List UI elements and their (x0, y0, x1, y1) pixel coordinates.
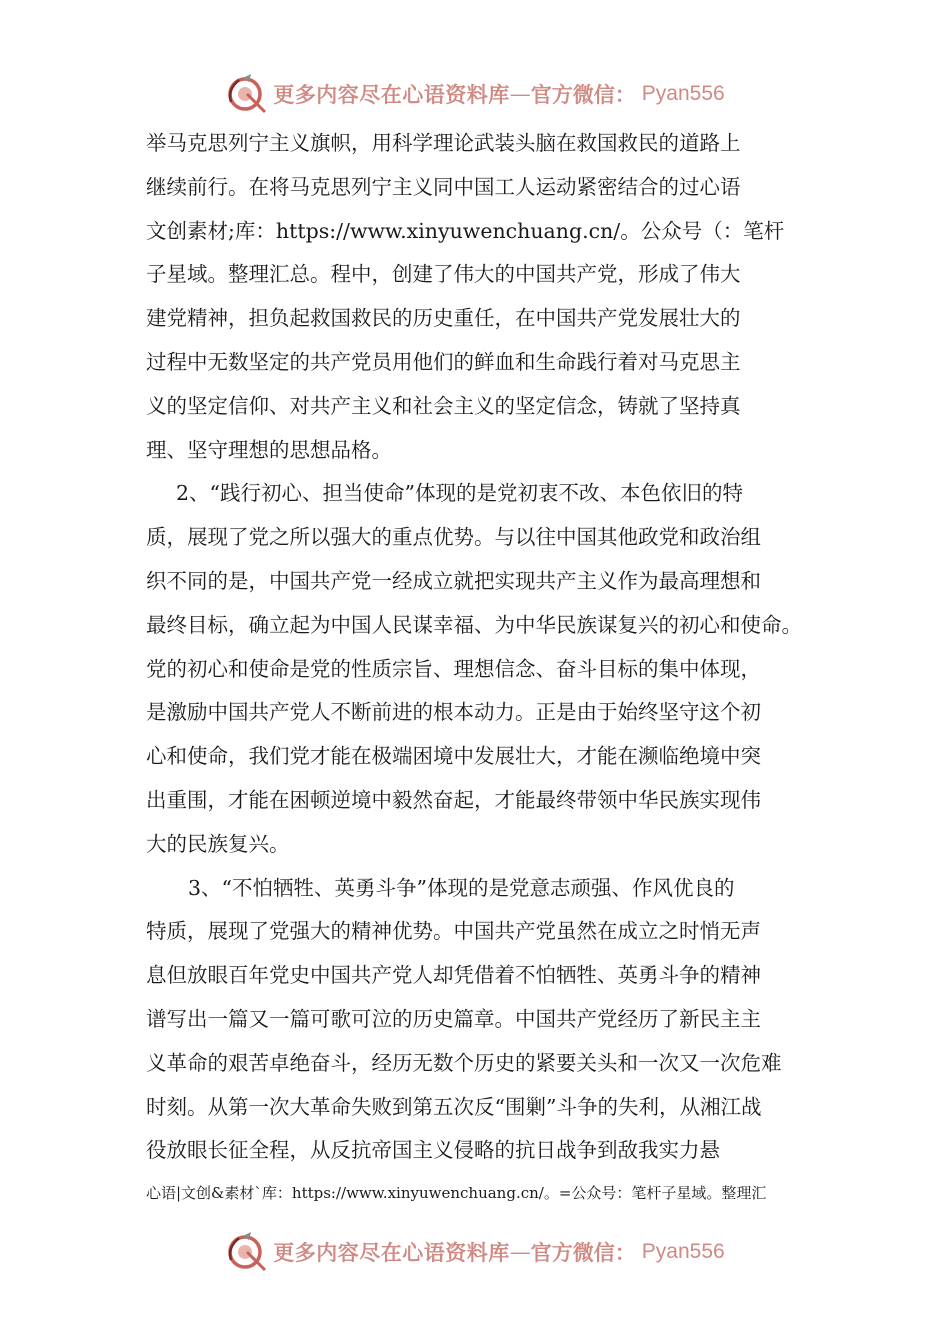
banner-title: 更多内容尽在心语资料库 (273, 1240, 510, 1265)
text-line: 最终目标，确立起为中国人民谋幸福、为中华民族谋复兴的初心和使命。 (146, 612, 802, 637)
text-line: 义的坚定信仰、对共产主义和社会主义的坚定信念，铸就了坚持真 (146, 393, 741, 418)
banner-title: 更多内容尽在心语资料库 (273, 82, 510, 107)
text-line: 2、“践行初心、担当使命”体现的是党初衷不改、本色依旧的特 (176, 481, 744, 506)
banner-wechat-id: Pyan556 (641, 82, 725, 105)
paragraph-3 (146, 867, 816, 1174)
text-line: 谱写出一篇又一篇可歌可泣的历史篇章。中国共产党经历了新民主主 (146, 1006, 761, 1031)
text-line: 质，展现了党之所以强大的重点优势。与以往中国其他政党和政治组 (146, 525, 761, 550)
text-line: 是激励中国共产党人不断前进的根本动力。正是由于始终坚守这个初 (146, 700, 761, 725)
footer-banner (0, 1226, 950, 1278)
text-line: 党的初心和使命是党的性质宗旨、理想信念、奋斗目标的集中体现， (146, 656, 761, 681)
brand-logo-icon (225, 72, 269, 116)
text-line: 息但放眼百年党史中国共产党人却凭借着不怕牺牲、英勇斗争的精神 (146, 963, 761, 988)
banner-wechat-label: 官方微信： (530, 1240, 636, 1265)
text-line: 特质，展现了党强大的精神优势。中国共产党虽然在成立之时悄无声 (146, 919, 761, 944)
text-line: 心和使命，我们党才能在极端困境中发展壮大，才能在濒临绝境中突 (146, 744, 761, 769)
page-footer: 心语|文创&素材`库：https://www.xinyuwenchuang.cn/。=公众号：笔杆子星域。整理汇 (146, 1184, 767, 1202)
text-line: 时刻。从第一次大革命失败到第五次反“围剿”斗争的失利，从湘江战 (146, 1094, 762, 1119)
text-line: 建党精神，担负起救国救民的历史重任，在中国共产党发展壮大的 (146, 306, 741, 331)
paragraph-1 (146, 122, 816, 472)
banner-separator: — (509, 1240, 531, 1264)
text-line: 文创素材;库：https://www.xinyuwenchuang.cn/。公众号（：笔杆 (146, 218, 785, 243)
text-line: 织不同的是，中国共产党一经成立就把实现共产主义作为最高理想和 (146, 568, 761, 593)
document-body (146, 122, 816, 1173)
text-line: 3、“不怕牺牲、英勇斗争”体现的是党意志顽强、作风优良的 (188, 875, 735, 900)
text-line: 理、坚守理想的思想品格。 (146, 437, 392, 462)
header-banner (0, 68, 950, 120)
banner-wechat-label: 官方微信： (530, 82, 636, 107)
brand-logo-icon (225, 1230, 269, 1274)
text-line: 子星域。整理汇总。程中，创建了伟大的中国共产党，形成了伟大 (146, 262, 741, 287)
text-line: 过程中无数坚定的共产党员用他们的鲜血和生命践行着对马克思主 (146, 349, 741, 374)
text-line: 举马克思列宁主义旗帜，用科学理论武装头脑在救国救民的道路上 (146, 131, 741, 155)
banner-separator: — (509, 82, 531, 106)
text-line: 役放眼长征全程，从反抗帝国主义侵略的抗日战争到敌我实力悬 (146, 1138, 720, 1163)
text-line: 出重围，才能在困顿逆境中毅然奋起，才能最终带领中华民族实现伟 (146, 787, 761, 812)
text-line: 大的民族复兴。 (146, 831, 290, 856)
banner-wechat-id: Pyan556 (641, 1240, 725, 1263)
text-line: 义革命的艰苦卓绝奋斗，经历无数个历史的紧要关头和一次又一次危难 (146, 1050, 782, 1075)
paragraph-2 (146, 472, 816, 866)
text-line: 继续前行。在将马克思列宁主义同中国工人运动紧密结合的过心语 (146, 174, 741, 199)
